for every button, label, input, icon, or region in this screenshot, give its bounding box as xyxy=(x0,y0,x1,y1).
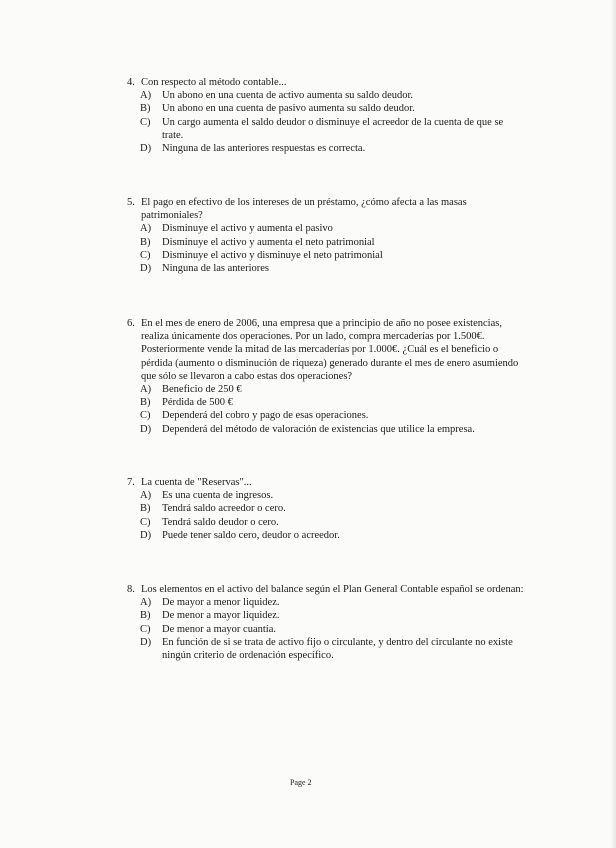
option-text: Ninguna de las anteriores respuestas es correcta. xyxy=(162,143,366,155)
option-letter: C) xyxy=(140,410,151,422)
option-a xyxy=(140,489,527,502)
option-c xyxy=(140,116,527,142)
option-text: En función de si se trata de activo fijo o circulante, y dentro del circulante no existe ningún criterio de ordenación específico. xyxy=(162,636,513,662)
option-text: Disminuye el activo y aumenta el neto patrimonial xyxy=(162,236,375,248)
option-letter: A) xyxy=(140,90,152,102)
option-letter: B) xyxy=(140,397,151,409)
option-letter: A) xyxy=(140,490,152,502)
option-letter: D) xyxy=(140,529,152,541)
question-5 xyxy=(127,196,527,275)
option-letter: D) xyxy=(140,423,152,435)
option-text: Tendrá saldo deudor o cero. xyxy=(162,516,279,528)
question-stem: Los elementos en el activo del balance según el Plan General Contable español se ordenan: xyxy=(141,584,524,595)
option-text: Ninguna de las anteriores xyxy=(162,263,270,275)
option-text: Dependerá del método de valoración de existencias que utilice la empresa. xyxy=(162,423,475,435)
option-letter: C) xyxy=(140,516,151,528)
question-number: 4. xyxy=(127,77,135,88)
option-c xyxy=(140,623,527,636)
question-number: 6. xyxy=(127,318,135,329)
option-text: Es una cuenta de ingresos. xyxy=(162,490,274,502)
question-8 xyxy=(127,583,527,662)
option-b xyxy=(140,236,527,249)
option-letter: D) xyxy=(140,636,152,648)
option-letter: B) xyxy=(140,610,151,622)
option-text: Un abono en una cuenta de pasivo aumenta su saldo deudor. xyxy=(162,103,415,115)
question-7 xyxy=(127,476,527,542)
option-letter: A) xyxy=(140,384,152,396)
option-text: Disminuye el activo y disminuye el neto patrimonial xyxy=(162,249,383,261)
option-d xyxy=(140,529,527,542)
option-text: De menor a mayor cuantía. xyxy=(162,623,276,635)
option-text: Un cargo aumenta el saldo deudor o disminuye el acreedor de la cuenta de que se trate. xyxy=(162,116,504,141)
question-stem: Con respecto al método contable... xyxy=(141,77,287,88)
option-letter: B) xyxy=(140,503,151,515)
option-b xyxy=(140,396,527,409)
option-d xyxy=(140,636,527,662)
option-d xyxy=(140,142,527,155)
option-a xyxy=(140,222,527,235)
question-stem: En el mes de enero de 2006, una empresa que a principio de año no posee existencias, realiza únicamente dos operaciones. Por un lado, compra mercaderías por 1.500€. Posteriormente vende la mitad de las mercaderías por 1.000€. ¿Cuál es el beneficio o pérdida (aumento o disminución de riqueza) generado durante el mes de enero asumiendo que sólo se llevaron a cabo estas dos operaciones? xyxy=(141,318,519,382)
option-a xyxy=(140,383,527,396)
option-c xyxy=(140,409,527,422)
option-text: Pérdida de 500 € xyxy=(162,397,233,409)
option-letter: C) xyxy=(140,249,151,261)
option-d xyxy=(140,262,527,275)
option-text: Disminuye el activo y aumenta el pasivo xyxy=(162,223,333,235)
option-text: De mayor a menor liquidez. xyxy=(162,597,280,609)
option-c xyxy=(140,249,527,262)
option-d xyxy=(140,423,527,436)
option-b xyxy=(140,609,527,622)
option-text: Un abono en una cuenta de activo aumenta su saldo deudor. xyxy=(162,90,414,102)
page-footer: Page 2 xyxy=(290,778,312,787)
option-text: Puede tener saldo cero, deudor o acreedor. xyxy=(162,529,340,541)
option-letter: D) xyxy=(140,143,152,155)
question-number: 7. xyxy=(127,477,135,488)
scan-edge-shadow xyxy=(610,0,616,848)
option-text: Dependerá del cobro y pago de esas operaciones. xyxy=(162,410,369,422)
option-letter: C) xyxy=(140,623,151,635)
question-stem: La cuenta de "Reservas"... xyxy=(141,477,252,488)
option-a xyxy=(140,596,527,609)
option-b xyxy=(140,502,527,515)
option-letter: A) xyxy=(140,597,152,609)
option-text: De menor a mayor liquidez. xyxy=(162,610,280,622)
option-c xyxy=(140,516,527,529)
option-b xyxy=(140,102,527,115)
option-text: Tendrá saldo acreedor o cero. xyxy=(162,503,286,515)
option-a xyxy=(140,89,527,102)
option-letter: A) xyxy=(140,223,152,235)
question-6 xyxy=(127,317,527,436)
option-letter: B) xyxy=(140,236,151,248)
question-4 xyxy=(127,76,527,155)
question-number: 5. xyxy=(127,197,135,208)
option-text: Beneficio de 250 € xyxy=(162,384,242,396)
option-letter: B) xyxy=(140,103,151,115)
option-letter: D) xyxy=(140,263,152,275)
option-letter: C) xyxy=(140,116,151,128)
question-number: 8. xyxy=(127,584,135,595)
question-stem: El pago en efectivo de los intereses de un préstamo, ¿cómo afecta a las masas patrimoniales? xyxy=(141,197,467,222)
